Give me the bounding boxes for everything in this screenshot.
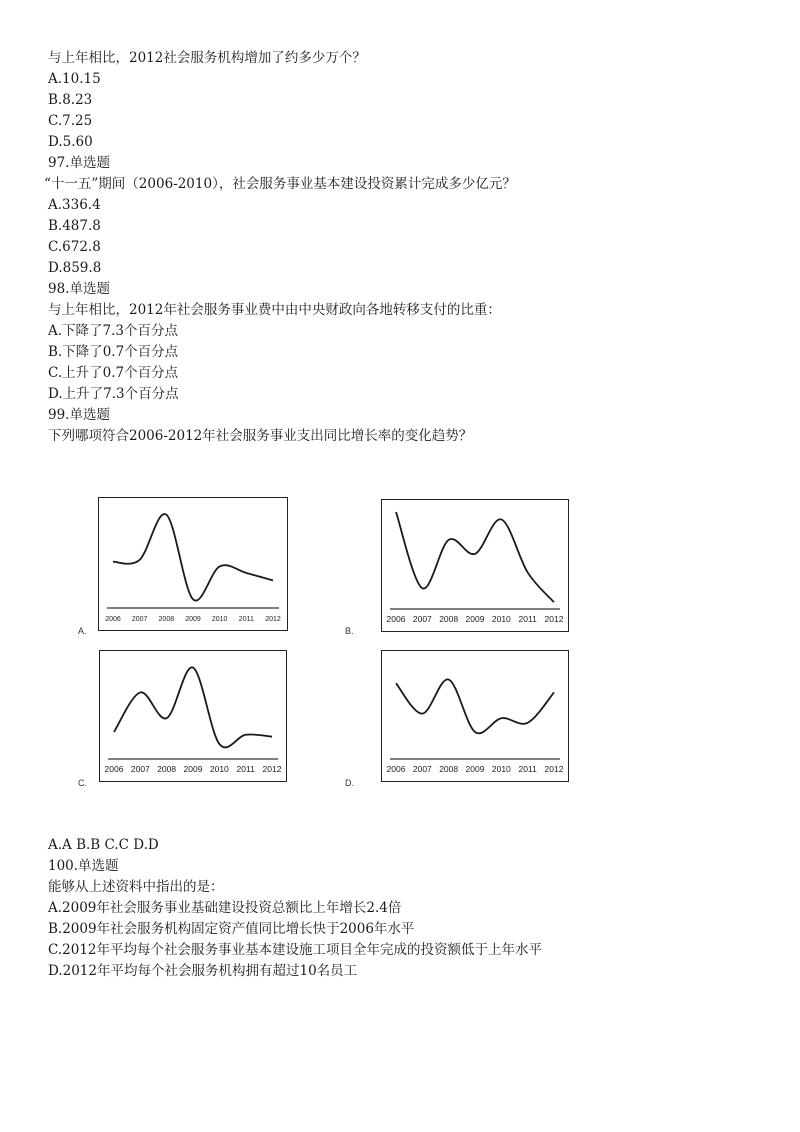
option-b: B.8.23 (48, 92, 93, 108)
chart-c (99, 650, 287, 782)
x-tick-label: 2008 (439, 614, 459, 624)
trend-line (396, 512, 554, 602)
x-tick-label: 2006 (386, 764, 406, 774)
option-d: D.上升了7.3个百分点 (48, 386, 179, 402)
chart-d-label: D. (345, 778, 354, 788)
x-tick-label: 2012 (544, 614, 564, 624)
x-tick-label: 2011 (238, 616, 254, 623)
x-tick-label: 2009 (465, 614, 485, 624)
question-stem: “十一五”期间（2006-2010），社会服务事业基本建设投资累计完成多少亿元？ (44, 176, 516, 192)
chart-canvas (100, 651, 286, 781)
question-number: 97.单选题 (48, 155, 110, 171)
x-tick-label: 2009 (185, 616, 201, 623)
x-tick-label: 2007 (131, 616, 148, 623)
x-tick-label: 2007 (130, 764, 150, 774)
x-tick-label: 2009 (183, 764, 203, 774)
x-tick-label: 2012 (265, 616, 281, 623)
question-number: 100.单选题 (48, 858, 119, 874)
x-tick-label: 2011 (236, 764, 255, 774)
trend-line (113, 514, 273, 601)
chart-d (381, 650, 569, 782)
answer-options: A.A B.B C.C D.D (48, 837, 159, 853)
x-tick-label: 2006 (105, 616, 121, 623)
option-d: D.5.60 (48, 134, 93, 150)
chart-a-label: A. (78, 626, 87, 636)
option-a: A.10.15 (48, 71, 101, 87)
option-a: A.下降了7.3个百分点 (48, 323, 179, 339)
option-c: C.7.25 (48, 113, 93, 129)
question-stem: 下列哪项符合2006-2012年社会服务事业支出同比增长率的变化趋势？ (48, 428, 473, 444)
question-stem: 能够从上述资料中指出的是： (48, 879, 224, 895)
chart-c-label: C. (78, 778, 87, 788)
x-tick-label: 2008 (439, 764, 459, 774)
option-a: A.2009年社会服务事业基础建设投资总额比上年增长2.4倍 (48, 900, 402, 916)
x-tick-label: 2007 (412, 764, 432, 774)
x-tick-label: 2006 (386, 614, 406, 624)
option-d: D.2012年平均每个社会服务机构拥有超过10名员工 (48, 963, 358, 979)
chart-b-label: B. (345, 626, 354, 636)
x-tick-label: 2008 (158, 616, 175, 623)
option-a: A.336.4 (48, 197, 101, 213)
trend-line (114, 667, 272, 747)
x-tick-label: 2011 (518, 764, 537, 774)
x-tick-label: 2010 (491, 764, 511, 774)
option-c: C.上升了0.7个百分点 (48, 365, 179, 381)
option-d: D.859.8 (48, 260, 102, 276)
chart-canvas (99, 498, 287, 630)
option-c: C.2012年平均每个社会服务事业基本建设施工项目全年完成的投资额低于上年水平 (48, 942, 542, 958)
question-stem: 与上年相比，2012社会服务机构增加了约多少万个？ (48, 50, 366, 66)
question-number: 99.单选题 (48, 407, 110, 423)
option-c: C.672.8 (48, 239, 101, 255)
x-tick-label: 2012 (262, 764, 282, 774)
question-number: 98.单选题 (48, 281, 110, 297)
trend-line (396, 679, 554, 733)
option-b: B.487.8 (48, 218, 101, 234)
chart-a (98, 497, 288, 631)
x-tick-label: 2010 (211, 616, 228, 623)
x-tick-label: 2006 (104, 764, 124, 774)
option-b: B.下降了0.7个百分点 (48, 344, 179, 360)
x-tick-label: 2011 (518, 614, 537, 624)
x-tick-label: 2010 (209, 764, 229, 774)
x-tick-label: 2009 (465, 764, 485, 774)
x-tick-label: 2012 (544, 764, 564, 774)
chart-canvas (382, 500, 568, 631)
question-stem: 与上年相比，2012年社会服务事业费中由中央财政向各地转移支付的比重： (48, 302, 501, 318)
x-tick-label: 2010 (491, 614, 511, 624)
chart-canvas (382, 651, 568, 781)
x-tick-label: 2008 (157, 764, 177, 774)
option-b: B.2009年社会服务机构固定资产值同比增长快于2006年水平 (48, 921, 415, 937)
x-tick-label: 2007 (412, 614, 432, 624)
chart-b (381, 499, 569, 632)
